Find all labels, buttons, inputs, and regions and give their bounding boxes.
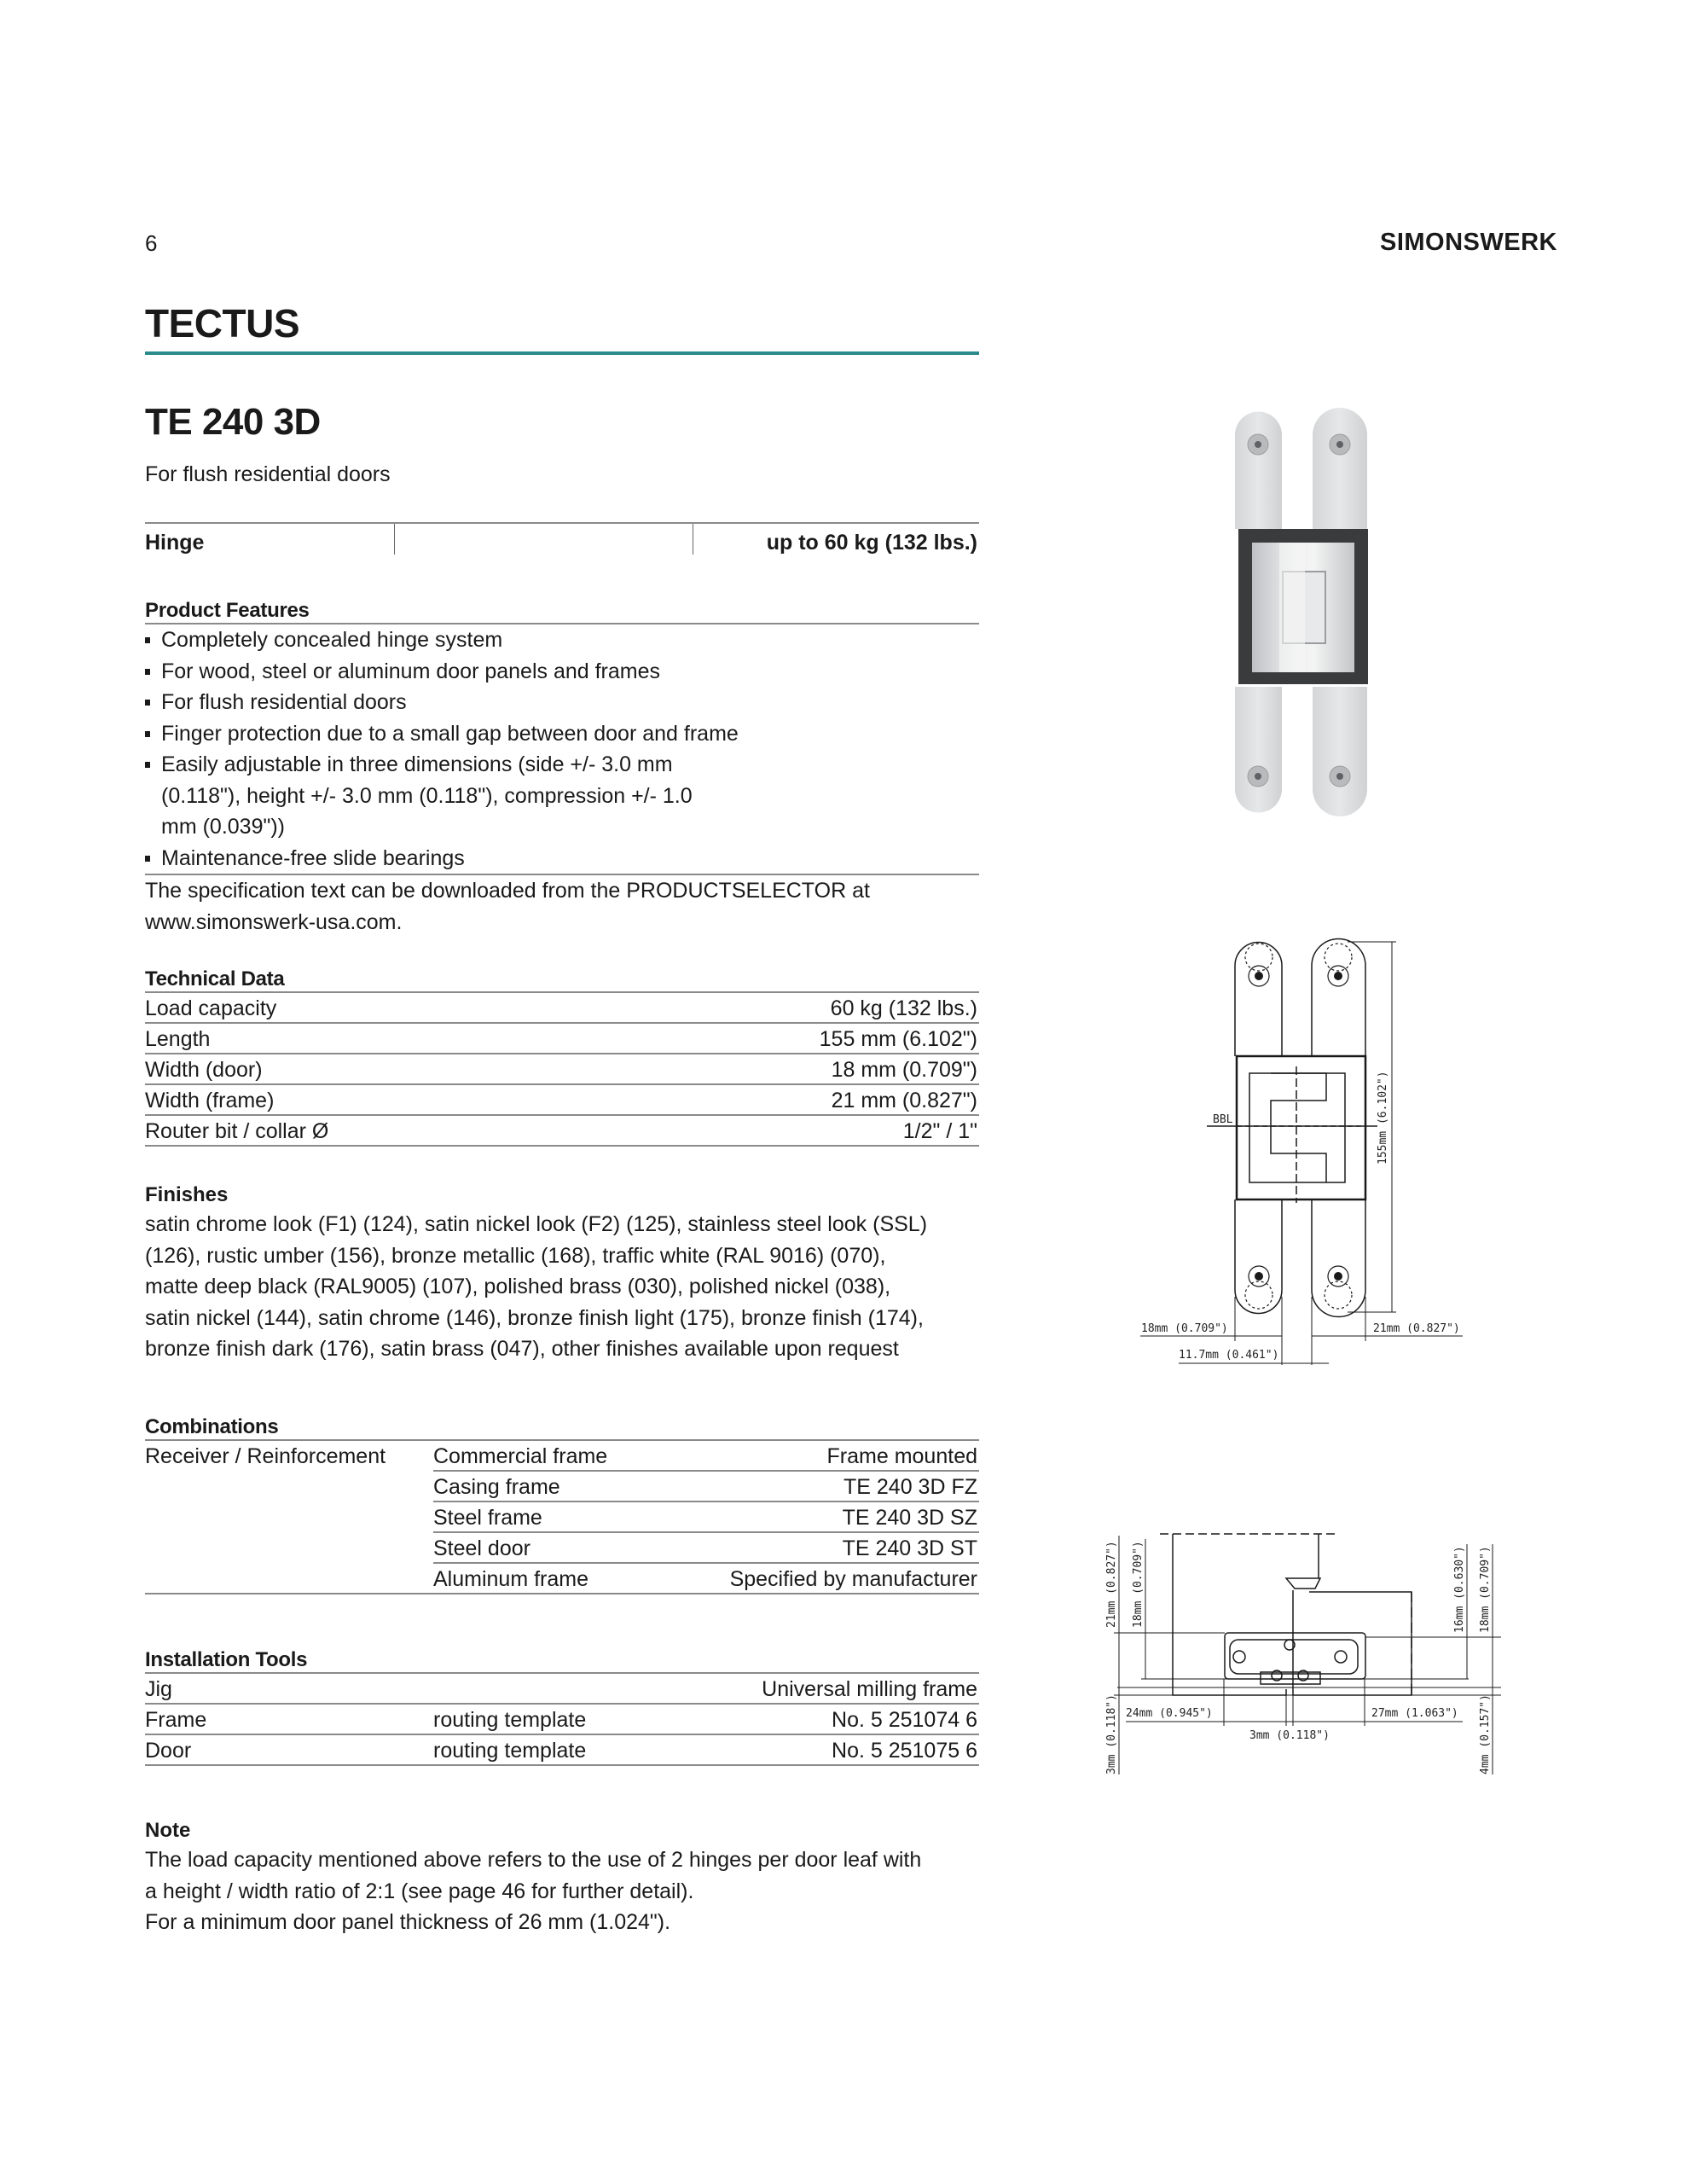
door-side-label: 24mm (0.945") <box>1126 1707 1213 1720</box>
finishes-section <box>145 1182 979 1365</box>
row-value: 1/2" / 1" <box>902 1119 977 1143</box>
note-section <box>145 1817 979 1938</box>
combo-type: Commercial frame <box>433 1444 608 1468</box>
hinge-depth-label: 16mm (0.630") <box>1453 1546 1466 1633</box>
row-label: Load capacity <box>145 996 277 1020</box>
table-row <box>145 1472 979 1502</box>
product-features-section <box>145 597 979 938</box>
section-heading: Installation Tools <box>145 1647 979 1674</box>
bbl-label: BBL <box>1213 1113 1233 1126</box>
section-heading: Product Features <box>145 597 979 624</box>
gap-width-label: 11.7mm (0.461") <box>1179 1349 1279 1362</box>
note-line: For a minimum door panel thickness of 26 mm (1.024"). <box>145 1910 671 1934</box>
table-row <box>145 1085 979 1116</box>
row-label: Width (frame) <box>145 1089 275 1112</box>
table-row <box>145 1116 979 1147</box>
tool-value: Universal milling frame <box>762 1677 977 1701</box>
table-row <box>145 1054 979 1085</box>
feature-item: Finger protection due to a small gap between door and frame <box>145 718 979 750</box>
finishes-line: satin nickel (144), satin chrome (146), bronze finish light (175), bronze finish (174), <box>145 1305 924 1330</box>
table-row <box>145 1705 979 1735</box>
frame-side-label: 27mm (1.063") <box>1371 1707 1458 1720</box>
combo-value: Frame mounted <box>826 1444 977 1468</box>
group-label: Receiver / Reinforcement <box>145 1444 386 1468</box>
right-offset-label: 4mm (0.157") <box>1479 1694 1492 1774</box>
gap-label: 3mm (0.118") <box>1249 1729 1330 1742</box>
length-dimension-label: 155mm (6.102") <box>1377 1071 1389 1165</box>
spec-note-line: The specification text can be downloaded from the PRODUCTSELECTOR at <box>145 879 870 903</box>
table-row <box>145 1502 979 1533</box>
row-value: 60 kg (132 lbs.) <box>830 996 977 1020</box>
feature-item: For flush residential doors <box>145 687 979 718</box>
combinations-section <box>145 1414 979 1594</box>
feature-item: For wood, steel or aluminum door panels and frames <box>145 656 979 688</box>
table-row <box>145 1533 979 1564</box>
hinge-label: Hinge <box>145 531 205 555</box>
row-value: 18 mm (0.709") <box>831 1058 977 1082</box>
hinge-load-row <box>145 522 979 566</box>
table-row <box>145 1735 979 1766</box>
tool-label: Jig <box>145 1677 172 1701</box>
series-title: TECTUS <box>145 301 299 346</box>
table-row <box>145 993 979 1024</box>
tool-value: No. 5 251075 6 <box>832 1739 977 1763</box>
combo-value: TE 240 3D ST <box>842 1536 977 1560</box>
combo-value: Specified by manufacturer <box>729 1567 977 1591</box>
features-list <box>145 624 979 875</box>
installation-tools-section <box>145 1647 979 1766</box>
section-heading: Note <box>145 1819 191 1842</box>
column-divider <box>394 524 395 555</box>
combo-type: Steel frame <box>433 1506 542 1530</box>
combo-type: Casing frame <box>433 1475 560 1499</box>
frame-depth-label: 21mm (0.827") <box>1105 1541 1118 1628</box>
note-line: The load capacity mentioned above refers to the use of 2 hinges per door leaf with <box>145 1848 922 1872</box>
front-view-drawing <box>1109 921 1501 1399</box>
leaf-depth-label: 18mm (0.709") <box>1479 1546 1492 1633</box>
technical-data-section <box>145 966 979 1147</box>
finishes-line: matte deep black (RAL9005) (107), polished brass (030), polished nickel (038), <box>145 1275 891 1298</box>
table-row <box>145 1441 979 1472</box>
tool-label: Frame <box>145 1708 207 1732</box>
table-row <box>145 1674 979 1705</box>
note-text <box>145 1844 979 1938</box>
tool-label: Door <box>145 1739 192 1763</box>
brand-logo: SIMONSWERK <box>1380 229 1557 256</box>
row-divider <box>145 1593 979 1594</box>
door-depth-label: 18mm (0.709") <box>1132 1541 1145 1628</box>
row-value: 155 mm (6.102") <box>819 1027 977 1051</box>
row-value: 21 mm (0.827") <box>831 1089 977 1112</box>
finishes-text <box>145 1209 979 1365</box>
title-divider <box>145 351 979 355</box>
section-heading: Technical Data <box>145 966 979 993</box>
table-row <box>145 1024 979 1054</box>
spec-note <box>145 875 979 938</box>
finishes-line: satin chrome look (F1) (124), satin nickel look (F2) (125), stainless steel look (SSL) <box>145 1212 928 1236</box>
door-width-label: 18mm (0.709") <box>1141 1322 1228 1335</box>
section-view-drawing <box>1083 1519 1510 1774</box>
row-label: Width (door) <box>145 1058 263 1082</box>
combo-type: Steel door <box>433 1536 530 1560</box>
product-title: TE 240 3D <box>145 401 321 443</box>
section-heading: Finishes <box>145 1183 229 1206</box>
feature-item: Easily adjustable in three dimensions (side +/- 3.0 mm (0.118"), height +/- 3.0 mm (0.118"), compression +/- 1.0 mm (0.039")) <box>145 749 979 843</box>
note-line: a height / width ratio of 2:1 (see page 46 for further detail). <box>145 1879 694 1903</box>
left-offset-label: 3mm (0.118") <box>1105 1694 1118 1774</box>
tool-type: routing template <box>433 1708 587 1732</box>
tool-value: No. 5 251074 6 <box>832 1708 977 1732</box>
product-subtitle: For flush residential doors <box>145 462 391 486</box>
combo-type: Aluminum frame <box>433 1567 588 1591</box>
combo-value: TE 240 3D SZ <box>842 1506 977 1530</box>
tool-type: routing template <box>433 1739 587 1763</box>
page-number: 6 <box>145 230 158 256</box>
row-label: Router bit / collar Ø <box>145 1119 329 1143</box>
table-row <box>145 1564 979 1594</box>
hinge-product-photo <box>1220 401 1390 828</box>
hinge-load-value: up to 60 kg (132 lbs.) <box>766 531 977 555</box>
combo-value: TE 240 3D FZ <box>844 1475 977 1499</box>
feature-item: Maintenance-free slide bearings <box>145 843 979 876</box>
spec-note-link[interactable]: www.simonswerk-usa.com. <box>145 909 403 934</box>
frame-width-label: 21mm (0.827") <box>1373 1322 1460 1335</box>
finishes-line: (126), rustic umber (156), bronze metallic (168), traffic white (RAL 9016) (070), <box>145 1243 886 1268</box>
feature-item: Completely concealed hinge system <box>145 624 979 656</box>
row-label: Length <box>145 1027 211 1051</box>
section-heading: Combinations <box>145 1414 979 1441</box>
finishes-line: bronze finish dark (176), satin brass (047), other finishes available upon request <box>145 1337 899 1361</box>
